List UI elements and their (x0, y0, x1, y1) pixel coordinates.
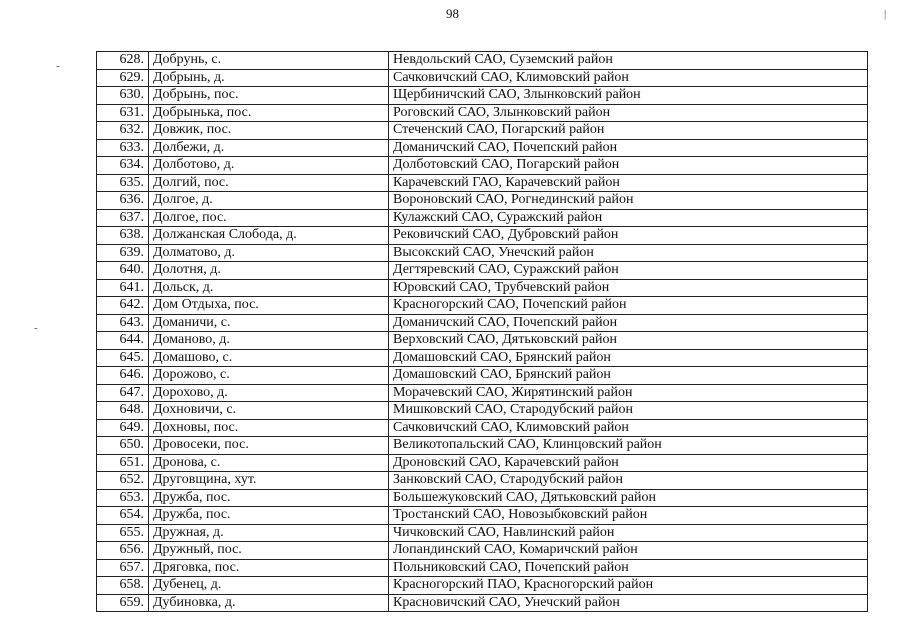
row-number: 635. (97, 174, 149, 192)
administration-district: Дегтяревский САО, Суражский район (389, 262, 868, 280)
table-row (97, 559, 868, 577)
administration-district: Долботовский САО, Погарский район (389, 157, 868, 175)
row-number: 647. (97, 384, 149, 402)
table-row (97, 174, 868, 192)
administration-district: Доманичский САО, Почепский район (389, 314, 868, 332)
administration-district: Лопандинский САО, Комаричский район (389, 542, 868, 560)
administration-district: Большежуковский САО, Дятьковский район (389, 489, 868, 507)
administration-district: Стеченский САО, Погарский район (389, 122, 868, 140)
administration-district: Домашовский САО, Брянский район (389, 367, 868, 385)
administration-district: Чичковский САО, Навлинский район (389, 524, 868, 542)
row-number: 649. (97, 419, 149, 437)
table-row (97, 489, 868, 507)
settlement-name: Долотня, д. (149, 262, 389, 280)
table-row (97, 69, 868, 87)
settlements-table (96, 51, 868, 612)
settlement-name: Дровосеки, пос. (149, 437, 389, 455)
administration-district: Рековичский САО, Дубровский район (389, 227, 868, 245)
administration-district: Красногорский САО, Почепский район (389, 297, 868, 315)
table-row (97, 104, 868, 122)
settlement-name: Дохновичи, с. (149, 402, 389, 420)
row-number: 645. (97, 349, 149, 367)
administration-district: Красногорский ПАО, Красногорский район (389, 577, 868, 595)
row-number: 636. (97, 192, 149, 210)
settlement-name: Дохновы, пос. (149, 419, 389, 437)
settlement-name: Дружная, д. (149, 524, 389, 542)
table-row (97, 87, 868, 105)
settlement-name: Добрунь, с. (149, 52, 389, 70)
settlement-name: Долгое, пос. (149, 209, 389, 227)
table-row (97, 472, 868, 490)
table-row (97, 349, 868, 367)
table-row (97, 507, 868, 525)
table-row (97, 227, 868, 245)
administration-district: Невдольский САО, Суземский район (389, 52, 868, 70)
row-number: 633. (97, 139, 149, 157)
row-number: 657. (97, 559, 149, 577)
table-row (97, 524, 868, 542)
row-number: 643. (97, 314, 149, 332)
settlement-name: Дорохово, д. (149, 384, 389, 402)
administration-district: Сачковичский САО, Климовский район (389, 69, 868, 87)
settlement-name: Долботово, д. (149, 157, 389, 175)
row-number: 628. (97, 52, 149, 70)
row-number: 654. (97, 507, 149, 525)
row-number: 641. (97, 279, 149, 297)
settlement-name: Дронова, с. (149, 454, 389, 472)
administration-district: Высокский САО, Унечский район (389, 244, 868, 262)
settlement-name: Дом Отдыха, пос. (149, 297, 389, 315)
row-number: 656. (97, 542, 149, 560)
row-number: 659. (97, 594, 149, 612)
settlement-name: Долбежи, д. (149, 139, 389, 157)
row-number: 638. (97, 227, 149, 245)
settlement-name: Должанская Слобода, д. (149, 227, 389, 245)
administration-district: Домашовский САО, Брянский район (389, 349, 868, 367)
administration-district: Сачковичский САО, Климовский район (389, 419, 868, 437)
administration-district: Роговский САО, Злынковский район (389, 104, 868, 122)
settlement-name: Долгое, д. (149, 192, 389, 210)
settlement-name: Доманово, д. (149, 332, 389, 350)
row-number: 648. (97, 402, 149, 420)
row-number: 640. (97, 262, 149, 280)
row-number: 652. (97, 472, 149, 490)
settlement-name: Дубиновка, д. (149, 594, 389, 612)
table-row (97, 122, 868, 140)
row-number: 658. (97, 577, 149, 595)
table-row (97, 577, 868, 595)
settlement-name: Добрынь, д. (149, 69, 389, 87)
settlement-name: Друговщина, хут. (149, 472, 389, 490)
row-number: 651. (97, 454, 149, 472)
row-number: 655. (97, 524, 149, 542)
row-number: 653. (97, 489, 149, 507)
settlement-name: Доманичи, с. (149, 314, 389, 332)
table-row (97, 367, 868, 385)
settlement-name: Добрынь, пос. (149, 87, 389, 105)
table-row (97, 437, 868, 455)
table-row (97, 209, 868, 227)
administration-district: Тростанский САО, Новозыбковский район (389, 507, 868, 525)
row-number: 644. (97, 332, 149, 350)
table-row (97, 542, 868, 560)
settlement-name: Довжик, пос. (149, 122, 389, 140)
table-row (97, 279, 868, 297)
settlement-name: Дольск, д. (149, 279, 389, 297)
settlement-name: Долматово, д. (149, 244, 389, 262)
table-row (97, 332, 868, 350)
settlement-name: Дряговка, пос. (149, 559, 389, 577)
row-number: 629. (97, 69, 149, 87)
administration-district: Щербиничский САО, Злынковский район (389, 87, 868, 105)
table-row (97, 419, 868, 437)
row-number: 637. (97, 209, 149, 227)
administration-district: Морачевский САО, Жирятинский район (389, 384, 868, 402)
administration-district: Карачевский ГАО, Карачевский район (389, 174, 868, 192)
row-number: 646. (97, 367, 149, 385)
table-row (97, 157, 868, 175)
table-row (97, 139, 868, 157)
scan-mark: - (56, 60, 60, 72)
row-number: 632. (97, 122, 149, 140)
settlement-name: Дружба, пос. (149, 489, 389, 507)
administration-district: Красновичский САО, Унечский район (389, 594, 868, 612)
table-row (97, 297, 868, 315)
row-number: 642. (97, 297, 149, 315)
administration-district: Юровский САО, Трубчевский район (389, 279, 868, 297)
administration-district: Дроновский САО, Карачевский район (389, 454, 868, 472)
administration-district: Занковский САО, Стародубский район (389, 472, 868, 490)
administration-district: Мишковский САО, Стародубский район (389, 402, 868, 420)
administration-district: Великотопальский САО, Клинцовский район (389, 437, 868, 455)
settlement-name: Домашово, с. (149, 349, 389, 367)
table-row (97, 384, 868, 402)
settlement-name: Дружный, пос. (149, 542, 389, 560)
administration-district: Вороновский САО, Рогнединский район (389, 192, 868, 210)
table-row (97, 402, 868, 420)
table-row (97, 52, 868, 70)
settlement-name: Долгий, пос. (149, 174, 389, 192)
administration-district: Верховский САО, Дятьковский район (389, 332, 868, 350)
table-row (97, 454, 868, 472)
table-row (97, 262, 868, 280)
scan-mark: - (34, 322, 38, 334)
settlement-name: Дружба, пос. (149, 507, 389, 525)
table-row (97, 192, 868, 210)
page-number: 98 (446, 6, 459, 21)
row-number: 630. (97, 87, 149, 105)
table-row (97, 244, 868, 262)
settlement-name: Добрынька, пос. (149, 104, 389, 122)
administration-district: Кулажский САО, Суражский район (389, 209, 868, 227)
table-row (97, 594, 868, 612)
row-number: 639. (97, 244, 149, 262)
row-number: 634. (97, 157, 149, 175)
row-number: 650. (97, 437, 149, 455)
table-row (97, 314, 868, 332)
settlement-name: Дубенец, д. (149, 577, 389, 595)
scan-mark: | (884, 8, 887, 20)
administration-district: Доманичский САО, Почепский район (389, 139, 868, 157)
administration-district: Польниковский САО, Почепский район (389, 559, 868, 577)
row-number: 631. (97, 104, 149, 122)
settlement-name: Дорожово, с. (149, 367, 389, 385)
